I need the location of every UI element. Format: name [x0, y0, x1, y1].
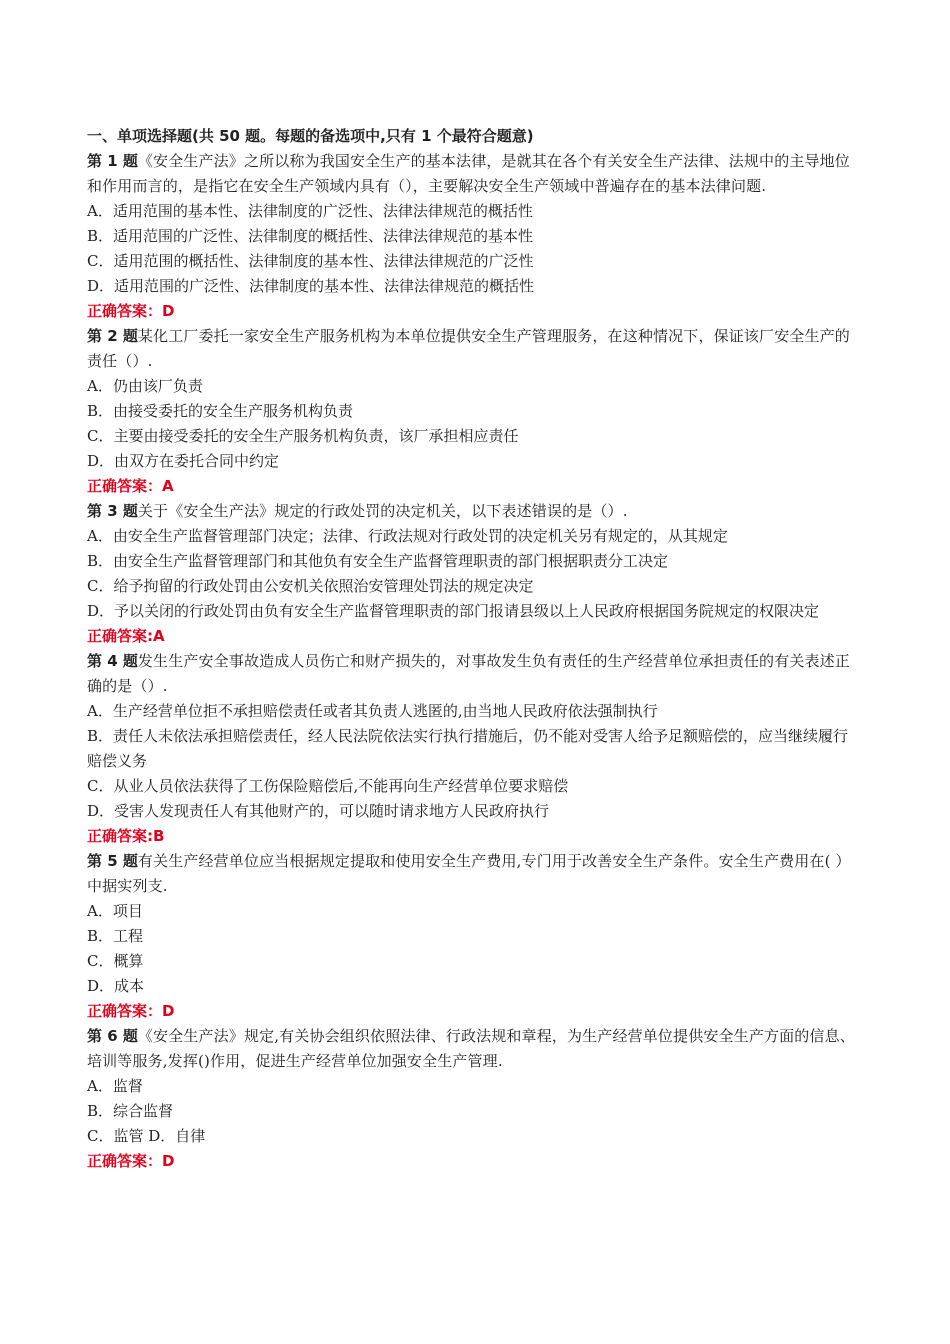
- question-5: [87, 849, 865, 899]
- option-d: D．由双方在委托合同中约定: [87, 452, 280, 470]
- correct-answer: 正确答案：A: [87, 477, 174, 495]
- question-stem: 某化工厂委托一家安全生产服务机构为本单位提供安全生产管理服务，在这种情况下，保证该厂安全生产的责任（）.: [87, 327, 850, 370]
- option-a: A．适用范围的基本性、法律制度的广泛性、法律法律规范的概括性: [87, 202, 533, 220]
- option-c: C．给予拘留的行政处罚由公安机关依照治安管理处罚法的规定决定: [87, 577, 534, 595]
- question-4: [87, 649, 865, 699]
- question-number: 第 3 题: [87, 502, 138, 520]
- option-c: C．概算: [87, 952, 144, 970]
- option-b: B．工程: [87, 927, 144, 945]
- option-a: A．由安全生产监督管理部门决定；法律、行政法规对行政处罚的决定机关另有规定的，从其规定: [87, 527, 728, 545]
- option-d: D．予以关闭的行政处罚由负有安全生产监督管理职责的部门报请县级以上人民政府根据国务院规定的权限决定: [87, 602, 820, 620]
- option-a: A．项目: [87, 902, 143, 920]
- option-b: B．由安全生产监督管理部门和其他负有安全生产监督管理职责的部门根据职责分工决定: [87, 552, 669, 570]
- question-stem: 《安全生产法》规定,有关协会组织依照法律、行政法规和章程，为生产经营单位提供安全生产方面的信息、培训等服务,发挥()作用，促进生产经营单位加强安全生产管理.: [87, 1027, 855, 1070]
- option-b: B．由接受委托的安全生产服务机构负责: [87, 402, 354, 420]
- question-number: 第 1 题: [87, 152, 138, 170]
- option-b: B．综合监督: [87, 1102, 174, 1120]
- question-stem: 《安全生产法》之所以称为我国安全生产的基本法律，是就其在各个有关安全生产法律、法规中的主导地位和作用而言的，是指它在安全生产领域内具有（），主要解决安全生产领域中普遍存在的基本法律问题.: [87, 152, 850, 195]
- option-a: A．生产经营单位拒不承担赔偿责任或者其负责人逃匿的,由当地人民政府依法强制执行: [87, 702, 658, 720]
- option-c: C．监管: [87, 1127, 144, 1145]
- question-number: 第 2 题: [87, 327, 138, 345]
- correct-answer: 正确答案:B: [87, 827, 165, 845]
- question-number: 第 6 题: [87, 1027, 138, 1045]
- option-cd-line: [87, 1124, 865, 1149]
- option-b: B．责任人未依法承担赔偿责任，经人民法院依法实行执行措施后，仍不能对受害人给予足额赔偿的，应当继续履行赔偿义务: [87, 727, 849, 770]
- correct-answer: 正确答案：D: [87, 1152, 175, 1170]
- question-1: [87, 149, 865, 199]
- option-c: C．从业人员依法获得了工伤保险赔偿后,不能再向生产经营单位要求赔偿: [87, 777, 569, 795]
- question-3: [87, 499, 865, 524]
- option-d: D．受害人发现责任人有其他财产的，可以随时请求地方人民政府执行: [87, 802, 550, 820]
- option-d: D．成本: [87, 977, 145, 995]
- question-stem: 关于《安全生产法》规定的行政处罚的决定机关，以下表述错误的是（）.: [137, 502, 628, 520]
- question-number: 第 4 题: [87, 652, 138, 670]
- question-number: 第 5 题: [87, 852, 138, 870]
- correct-answer: 正确答案：D: [87, 302, 175, 320]
- option-d: D．自律: [148, 1127, 206, 1145]
- option-b: B．适用范围的广泛性、法律制度的概括性、法律法律规范的基本性: [87, 227, 534, 245]
- document-page: [87, 124, 865, 1174]
- option-d: D．适用范围的广泛性、法律制度的基本性、法律法律规范的概括性: [87, 277, 535, 295]
- question-6: [87, 1024, 865, 1074]
- option-a: A．监督: [87, 1077, 143, 1095]
- option-c: C．适用范围的概括性、法律制度的基本性、法律法律规范的广泛性: [87, 252, 534, 270]
- correct-answer: 正确答案：D: [87, 1002, 175, 1020]
- section-title: 一、单项选择题(共 50 题。每题的备选项中,只有 1 个最符合题意): [87, 127, 534, 145]
- correct-answer: 正确答案:A: [87, 627, 165, 645]
- question-2: [87, 324, 865, 374]
- question-stem: 发生生产安全事故造成人员伤亡和财产损失的，对事故发生负有责任的生产经营单位承担责任的有关表述正确的是（）.: [87, 652, 850, 695]
- option-c: C．主要由接受委托的安全生产服务机构负责，该厂承担相应责任: [87, 427, 519, 445]
- question-stem: 有关生产经营单位应当根据规定提取和使用安全生产费用,专门用于改善安全生产条件。安全生产费用在( ）中据实列支.: [87, 852, 851, 895]
- option-a: A．仍由该厂负责: [87, 377, 203, 395]
